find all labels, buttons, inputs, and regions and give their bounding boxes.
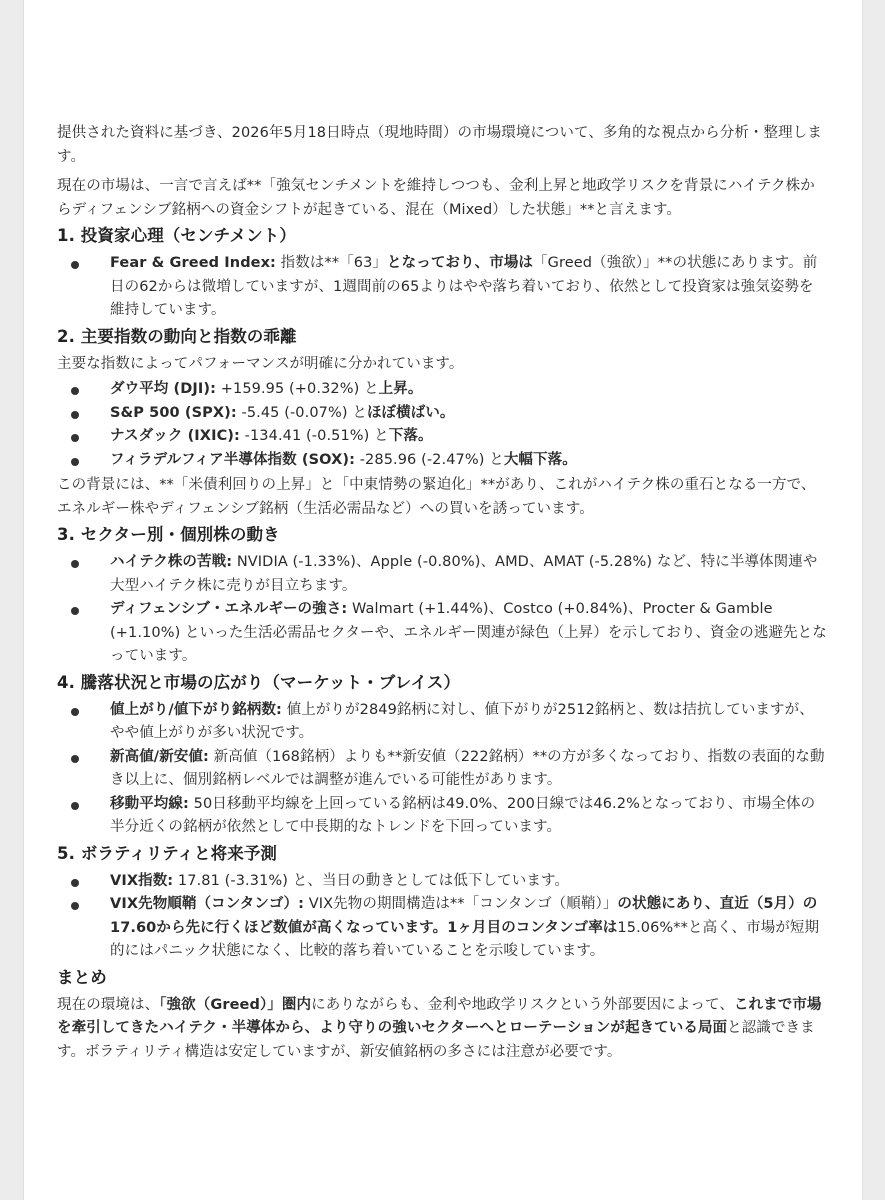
list-item: 値上がり/値下がり銘柄数: 値上がりが2849銘柄に対し、値下がりが2512銘柄と、数は拮抗していますが、やや値上がりが多い状況です。 <box>57 699 827 746</box>
bullet-icon <box>71 261 79 269</box>
intro-paragraph-1: 提供された資料に基づき、2026年5月18日時点（現地時間）の市場環境について、多角的な視点から分析・整理します。 <box>57 125 822 165</box>
index-item-dji: ダウ平均 (DJI): +159.95 (+0.32%) と上昇。 <box>57 378 827 402</box>
bullet-icon <box>71 802 79 810</box>
section-5-list <box>57 870 827 964</box>
document-page <box>24 0 862 1200</box>
bullet-icon <box>71 560 79 568</box>
list-item: Fear & Greed Index: 指数は**「63」となっており、市場は「Greed（強欲）」**の状態にあります。前日の62からは微増していますが、1週間前の65よりはやや落ち着いており、依然として投資家は強気姿勢を維持しています。 <box>57 252 827 323</box>
summary-heading: まとめ <box>57 967 107 987</box>
bullet-icon <box>71 879 79 887</box>
list-item: 移動平均線: 50日移動平均線を上回っている銘柄は49.0%、200日線では46.2%となっており、市場全体の半分近くの銘柄が依然として中長期的なトレンドを下回っています。 <box>57 793 827 840</box>
section-2-lead: 主要な指数によってパフォーマンスが明確に分かれています。 <box>57 355 464 372</box>
section-4-list <box>57 699 827 840</box>
section-3-list <box>57 551 827 669</box>
bullet-label: Fear & Greed Index: <box>110 255 276 271</box>
section-5-heading: 5. ボラティリティと将来予測 <box>57 843 278 863</box>
index-item-spx: S&P 500 (SPX): -5.45 (-0.07%) とほぼ横ばい。 <box>57 402 827 426</box>
section-3-heading: 3. セクター別・個別株の動き <box>57 525 280 544</box>
list-item: VIX指数: 17.81 (-3.31%) と、当日の動きとしては低下しています。 <box>57 870 827 894</box>
section-1-list <box>57 252 827 323</box>
section-2-heading: 2. 主要指数の動向と指数の乖離 <box>57 326 297 346</box>
list-item: 新高値/新安値: 新高値（168銘柄）よりも**新安値（222銘柄）**の方が多くなっており、指数の表面的な動き以上に、個別銘柄レベルでは調整が進んでいる可能性があります。 <box>57 746 827 793</box>
bullet-icon <box>71 708 79 716</box>
section-4-heading: 4. 騰落状況と市場の広がり（マーケット・ブレイス） <box>57 672 461 692</box>
index-item-ixic: ナスダック (IXIC): -134.41 (-0.51%) と下落。 <box>57 425 827 449</box>
index-list <box>57 378 827 472</box>
section-1-heading: 1. 投資家心理（センチメント） <box>57 226 296 245</box>
summary-paragraph: 現在の環境は、「強欲（Greed）」圏内にありながらも、金利や地政学リスクという外部要因によって、これまで市場を牽引してきたハイテク・半導体から、より守りの強いセクターへとローテーションが起きている局面と認識できます。ボラティリティ構造は安定していますが、新安値銘柄の多さには注意が必要です。 <box>57 996 822 1060</box>
list-item: ディフェンシブ・エネルギーの強さ: Walmart (+1.44%)、Costco (+0.84%)、Procter & Gamble (+1.10%) といった生活必需品セクターや、エネルギー関連が緑色（上昇）を示しており、資金の逃避先となっています。 <box>57 598 827 669</box>
bullet-icon <box>71 902 79 910</box>
list-item: ハイテク株の苦戦: NVIDIA (-1.33%)、Apple (-0.80%)、AMD、AMAT (-5.28%) など、特に半導体関連や大型ハイテク株に売りが目立ちます。 <box>57 551 827 598</box>
bullet-icon <box>71 411 79 419</box>
list-item: VIX先物順鞘（コンタンゴ）: VIX先物の期間構造は**「コンタンゴ（順鞘）」の状態にあり、直近（5月）の17.60から先に行くほど数値が高くなっています。1ヶ月目のコンタンゴ率は15.06%**と高く、市場が短期的にはパニック状態になく、比較的落ち着いていることを示唆しています。 <box>57 893 827 964</box>
bullet-icon <box>71 434 79 442</box>
index-item-sox: フィラデルフィア半導体指数 (SOX): -285.96 (-2.47%) と大幅下落。 <box>57 449 827 473</box>
bullet-icon <box>71 387 79 395</box>
bullet-icon <box>71 458 79 466</box>
intro-paragraph-2: 現在の市場は、一言で言えば**「強気センチメントを維持しつつも、金利上昇と地政学リスクを背景にハイテク株からディフェンシブ銘柄への資金シフトが起きている、混在（Mixed）した状態」**と言えます。 <box>57 178 815 218</box>
bullet-icon <box>71 607 79 615</box>
document-content <box>57 122 827 1064</box>
section-2-background: この背景には、**「米債利回りの上昇」と「中東情勢の緊迫化」**があり、これがハイテク株の重石となる一方で、エネルギー株やディフェンシブ銘柄（生活必需品など）への買いを誘っています。 <box>57 477 816 517</box>
bullet-icon <box>71 755 79 763</box>
